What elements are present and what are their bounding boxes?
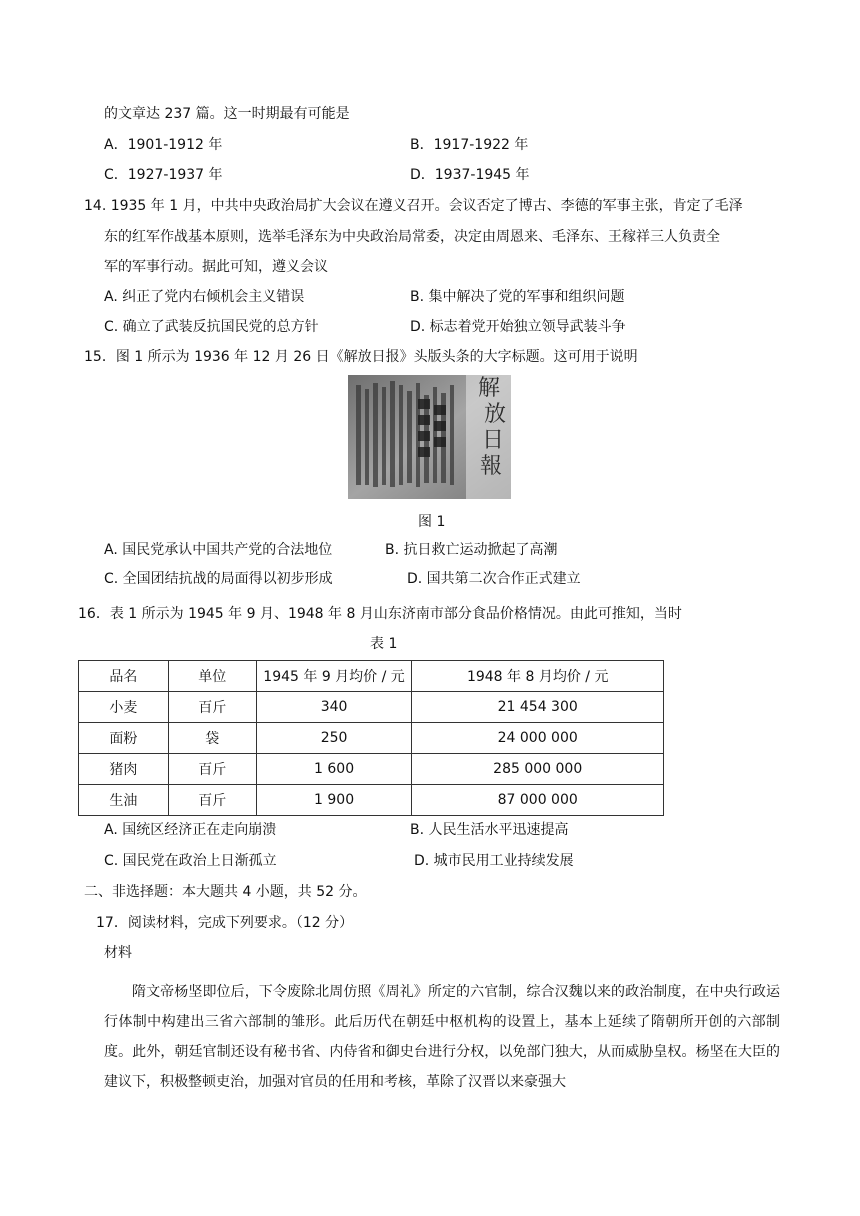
table-cell: 生油 <box>79 785 169 816</box>
table-cell: 袋 <box>168 723 256 754</box>
table-cell: 87 000 000 <box>412 785 664 816</box>
q14-option-c: C. 确立了武装反抗国民党的总方针 <box>104 319 319 335</box>
q15-option-a: A. 国民党承认中国共产党的合法地位 <box>104 542 333 558</box>
table-cell: 百斤 <box>168 754 256 785</box>
table-cell: 24 000 000 <box>412 723 664 754</box>
q16-option-b: B. 人民生活水平迅速提高 <box>410 822 569 838</box>
masthead-char-3: 日 <box>482 428 505 453</box>
q13-option-a: A．1901-1912 年 <box>104 137 223 153</box>
figure-caption: 图 1 <box>418 514 446 530</box>
material-label: 材料 <box>104 945 132 961</box>
section-heading: 二、非选择题：本大题共 4 小题，共 52 分。 <box>84 884 367 900</box>
q15-stem: 15．图 1 所示为 1936 年 12 月 26 日《解放日报》头版头条的大字标题。这可用于说明 <box>84 349 638 365</box>
table-cell: 百斤 <box>168 692 256 723</box>
table-row <box>79 692 664 723</box>
table-header-cell: 品名 <box>79 661 169 692</box>
q14-stem-line2: 东的红军作战基本原则，选举毛泽东为中央政治局常委，决定由周恩来、毛泽东、王稼祥三人负责全 <box>104 229 720 245</box>
q14-stem-line1: 14. 1935 年 1 月，中共中央政治局扩大会议在遵义召开。会议否定了博古、李德的军事主张，肯定了毛泽 <box>84 198 743 214</box>
q16-option-d: D. 城市民用工业持续发展 <box>414 853 574 869</box>
masthead-char-2: 放 <box>484 402 507 427</box>
q13-option-d: D．1937-1945 年 <box>410 167 530 183</box>
newspaper-photo <box>348 375 511 499</box>
q15-option-d: D. 国共第二次合作正式建立 <box>407 571 581 587</box>
material-text: 隋文帝杨坚即位后，下令废除北周仿照《周礼》所定的六官制，综合汉魏以来的政治制度，在中央行政运行体制中构建出三省六部制的雏形。此后历代在朝廷中枢机构的设置上，基本上延续了隋朝所开创的六部制度。此外，朝廷官制还设有秘书省、内侍省和御史台进行分权，以免部门独大，从而威胁皇权。杨坚在大臣的建议下，积极整顿吏治，加强对官员的任用和考核，革除了汉晋以来豪强大 <box>104 984 780 1090</box>
table-row <box>79 785 664 816</box>
q17-stem: 17．阅读材料，完成下列要求。（12 分） <box>96 915 354 931</box>
table-caption: 表 1 <box>370 636 398 652</box>
price-table <box>78 660 664 816</box>
table-header-row <box>79 661 664 692</box>
masthead-char-1: 解 <box>478 376 501 401</box>
table-cell: 小麦 <box>79 692 169 723</box>
table-row <box>79 754 664 785</box>
table-cell: 1 900 <box>256 785 412 816</box>
q15-option-b: B. 抗日救亡运动掀起了高潮 <box>385 542 558 558</box>
q13-option-b: B．1917-1922 年 <box>410 137 529 153</box>
q13-option-c: C．1927-1937 年 <box>104 167 223 183</box>
q15-option-c: C. 全国团结抗战的局面得以初步形成 <box>104 571 333 587</box>
newspaper-photo-graphic <box>348 375 511 499</box>
table-cell: 面粉 <box>79 723 169 754</box>
table-row <box>79 723 664 754</box>
table-header-cell: 单位 <box>168 661 256 692</box>
table-cell: 1 600 <box>256 754 412 785</box>
q16-stem: 16．表 1 所示为 1945 年 9 月、1948 年 8 月山东济南市部分食品价格情况。由此可推知，当时 <box>78 606 682 622</box>
table-header-cell: 1948 年 8 月均价 / 元 <box>412 661 664 692</box>
table-cell: 百斤 <box>168 785 256 816</box>
table-cell: 21 454 300 <box>412 692 664 723</box>
table-header-cell: 1945 年 9 月均价 / 元 <box>256 661 412 692</box>
table-cell: 285 000 000 <box>412 754 664 785</box>
q16-option-a: A. 国统区经济正在走向崩溃 <box>104 822 277 838</box>
q13-stem-tail: 的文章达 237 篇。这一时期最有可能是 <box>104 106 350 122</box>
q14-option-b: B. 集中解决了党的军事和组织问题 <box>410 289 625 305</box>
masthead-char-4: 報 <box>480 454 503 479</box>
q14-option-a: A. 纠正了党内右倾机会主义错误 <box>104 289 305 305</box>
q14-stem-line3: 军的军事行动。据此可知，遵义会议 <box>104 259 328 275</box>
table-cell: 340 <box>256 692 412 723</box>
table-cell: 250 <box>256 723 412 754</box>
q14-option-d: D. 标志着党开始独立领导武装斗争 <box>410 319 626 335</box>
table-cell: 猪肉 <box>79 754 169 785</box>
q16-option-c: C. 国民党在政治上日渐孤立 <box>104 853 277 869</box>
